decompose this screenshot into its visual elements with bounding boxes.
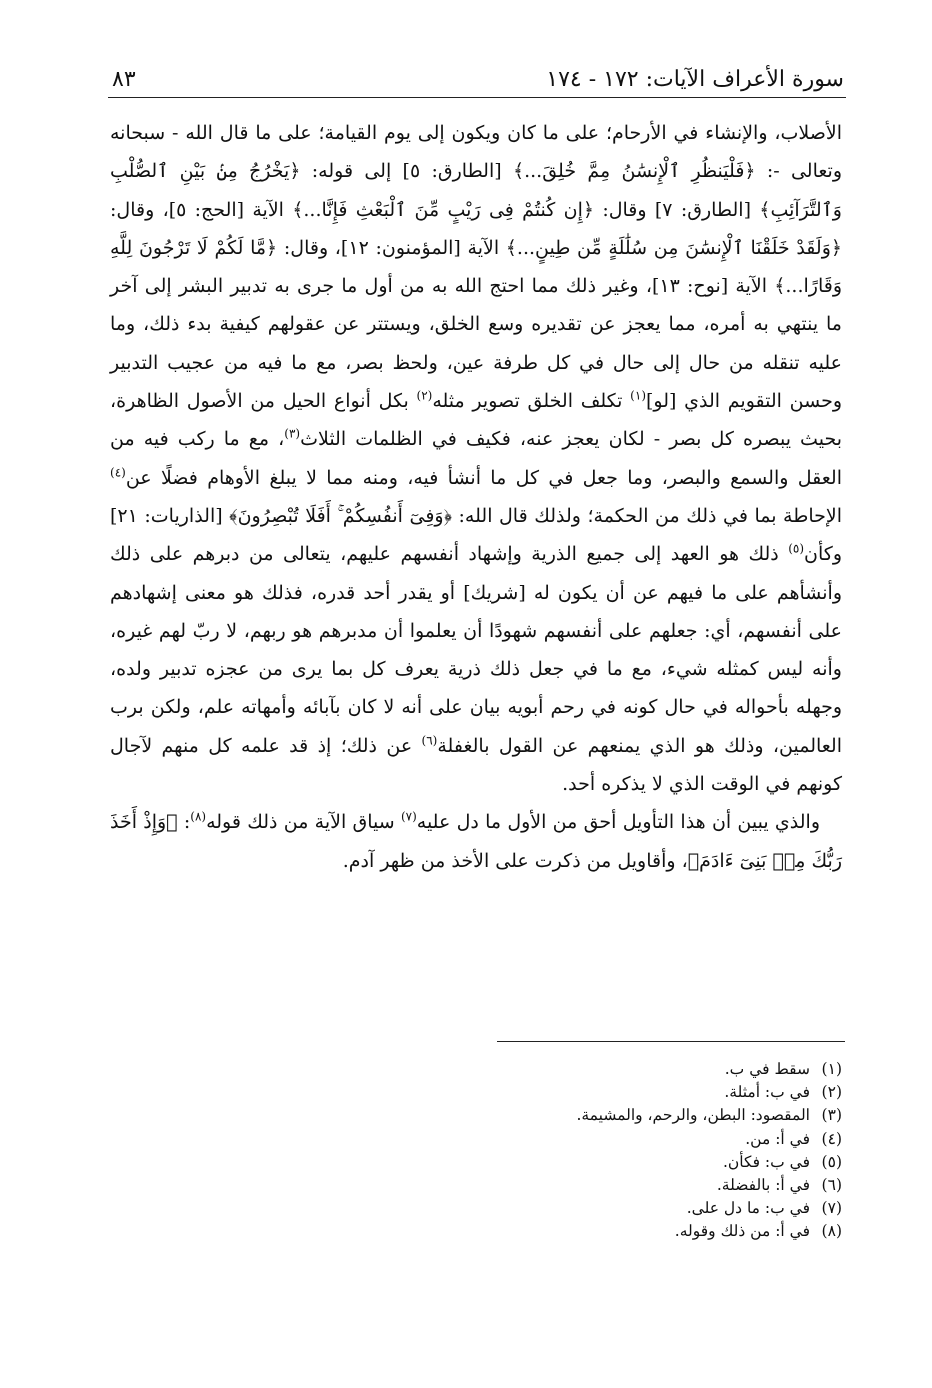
footnote-ref: (٤) (110, 465, 126, 480)
footnote-ref: (٦) (421, 733, 438, 748)
footnote: (٢) في ب: أمثلة. (724, 1083, 842, 1102)
footnote: (٤) في أ: من. (745, 1129, 842, 1148)
footnote: (١) سقط في ب. (724, 1060, 842, 1078)
footnotes (242, 1058, 842, 1244)
paragraph-1: الأصلاب، والإنشاء في الأرحام؛ على ما كان ويكون إلى يوم القيامة؛ على ما قال الله - سبحانه وتعالى -: ﴿فَلْيَنظُرِ ٱلْإِنسَٰنُ مِمَّ خُلِقَ...﴾ [الطارق: ٥] إلى قوله: ﴿يَخْرُجُ مِنۢ بَيْنِ ٱلصُّلْبِ وَٱلتَّرَآئِبِ﴾ [الطارق: ٧] وقال: ﴿إِن كُنتُمْ فِى رَيْبٍ مِّنَ ٱلْبَعْثِ فَإِنَّا...﴾ الآية [الحج: ٥]، وقال: ﴿وَلَقَدْ خَلَقْنَا ٱلْإِنسَٰنَ مِن سُلَٰلَةٍ مِّن طِينٍ...﴾ الآية [المؤمنون: ١٢]، وقال: ﴿مَّا لَكُمْ لَا تَرْجُونَ لِلَّهِ وَقَارًا...﴾ الآية [نوح: ١٣]، وغير ذلك مما احتج الله به من أول ما جرى به تدبير البشر إلى آخر ما ينتهي به أمره، مما يعجز عن تقديره وسع الخلق، ويستتر عن عقولهم كيفية بدء ذلك، وما عليه تنقله من حال إلى حال في كل طرفة عين، ولحظ بصر، مع ما فيه من عجيب التدبير وحسن التقويم الذي [لو]$^{(١)}$ تكلف الخلق تصوير مثله$^{(٢)}$ بكل أنواع الحيل من الأصول الظاهرة، بحيث يبصره كل بصر - لكان يعجز عنه، فكيف في الظلمات الثلاث$^{(٣)}$، مع ما ركب فيه من العقل والسمع والبصر، وما جعل في كل ما أنشأ فيه، ومنه مما لا يبلغ الأوهام فضلًا عن$^{(٤)}$ الإحاطة بما في ذلك من الحكمة؛ ولذلك قال الله: ﴿وَفِىٓ أَنفُسِكُمْ ۚ أَفَلَا تُبْصِرُونَ﴾ [الذاريات: ٢١] وكأن$^{(٥)}$ ذلك هو العهد إلى جميع الذرية وإشهاد أنفسهم عليهم، يتعالى من دبرهم على ذلك وأنشأهم على ما فيهم عن أن يكون له [شريك] أو يقدر أحد قدره، فذلك هو معنى إشهادهم على أنفسهم، أي: جعلهم على أنفسهم شهودًا أن يعلموا أن مدبرهم هو ربهم، لا ربّ لهم غيره، وأنه ليس كمثله شيء، مع ما في جعل ذلك ذرية يعرف كل بما يرى من عجزه تدبير ولده، وجهله بأحواله في حال كونه في رحم أبويه بيان على أنه لا كان بآبائه وأمهاته علم، ولكن برب العالمين، وذلك هو الذي يمنعهم عن القول بالغفلة$^{(٦)}$ عن ذلك؛ إذ قد علمه كل منهم لآجال كونهم في الوقت الذي لا يذكره أحد. (110, 122, 843, 796)
footnote: (٦) في أ: بالفضلة. (716, 1176, 842, 1195)
footnote-ref: (٢) (416, 388, 433, 403)
header-divider (108, 97, 846, 98)
footnote-ref: (٣) (284, 427, 301, 442)
footnote: (٣) المقصود: البطن، والرحم، والمشيمة. (576, 1106, 842, 1125)
footnote-ref: (٧) (400, 810, 417, 825)
paragraph-2: والذي يبين أن هذا التأويل أحق من الأول ما دل عليه$^{(٧)}$ سياق الآية من ذلك قوله$^{(٨)}$: ﴿وَإِذْ أَخَذَ رَبُّكَ مِنۢ بَنِىٓ ءَادَمَ﴾، وأقاويل من ذكرت على الأخذ من ظهر آدم. (110, 810, 842, 872)
footnote: (٧) في ب: ما دل على. (686, 1199, 842, 1218)
footnote-ref: (٥) (788, 541, 805, 556)
running-title: سورة الأعراف الآيات: ١٧٢ - ١٧٤ (546, 67, 844, 92)
page-header (112, 58, 844, 92)
page-number: ٨٣ (112, 67, 136, 92)
footnote-ref: (٨) (190, 810, 207, 825)
main-text (110, 114, 842, 880)
footnote: (٥) في ب: فكأن. (723, 1152, 842, 1171)
footnote: (٨) في أ: من ذلك وقوله. (674, 1222, 842, 1241)
footnote-divider (497, 1041, 845, 1042)
footnote-ref: (١) (630, 388, 646, 403)
